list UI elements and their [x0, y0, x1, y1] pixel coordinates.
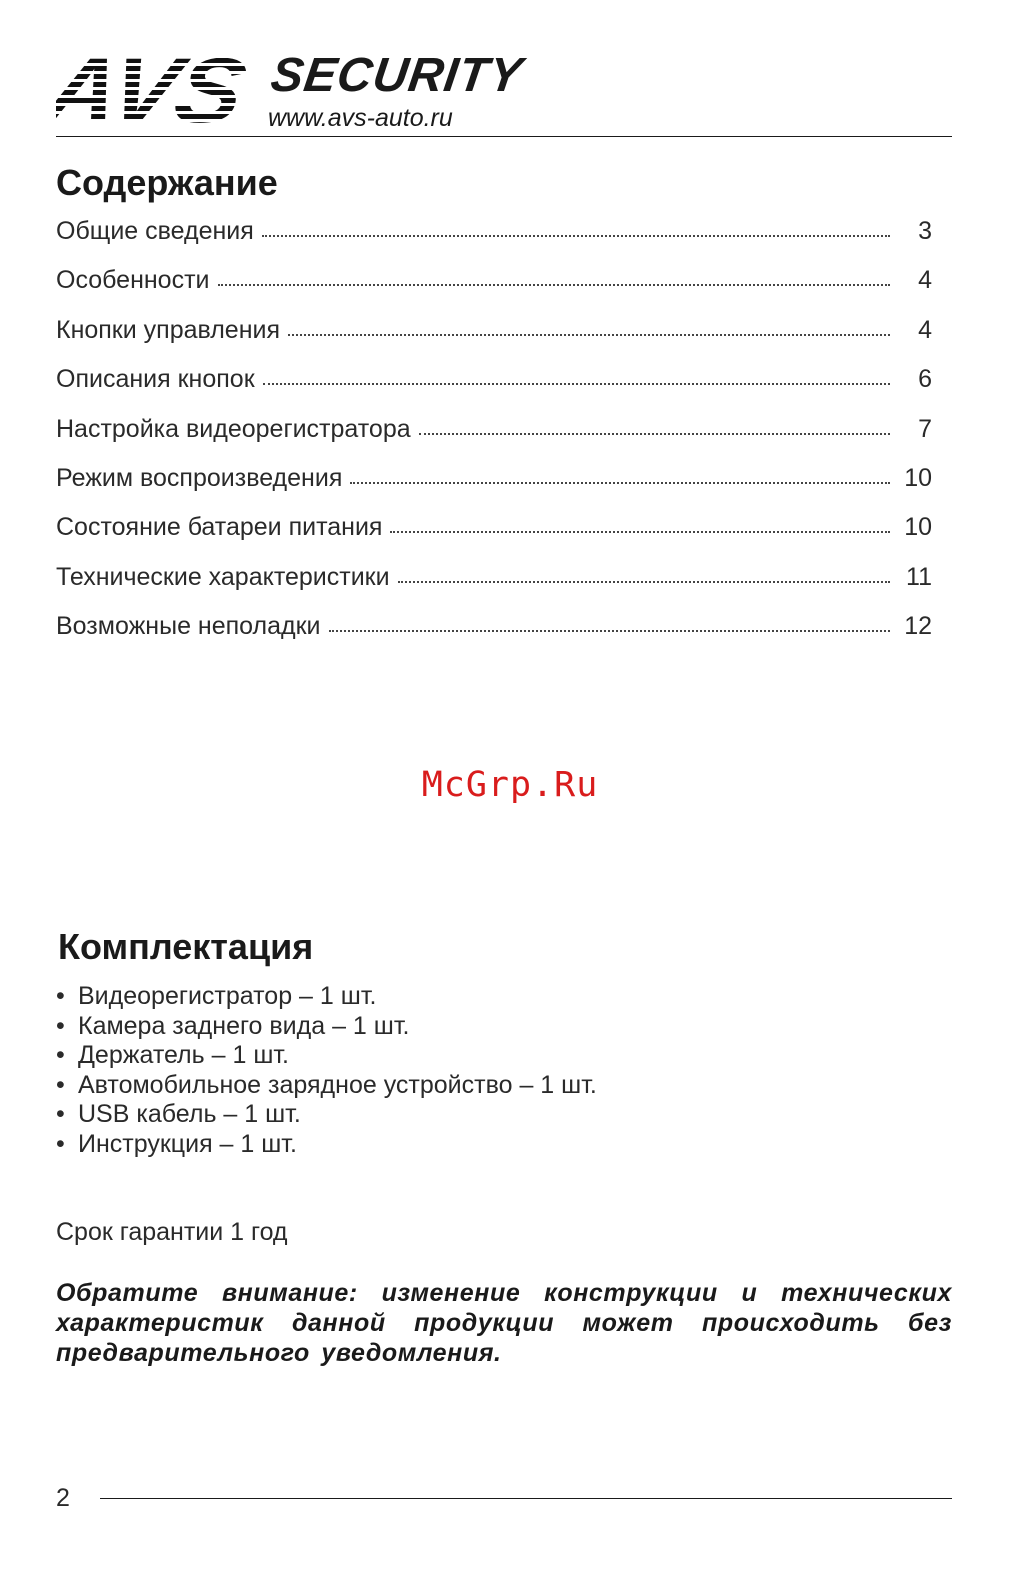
toc-item: [56, 612, 932, 661]
toc-leader-dots: [350, 481, 890, 484]
kit-item-text: Камера заднего вида – 1 шт.: [78, 1011, 410, 1040]
list-item: [56, 1100, 597, 1130]
toc-item-label: Кнопки управления: [56, 315, 281, 344]
toc-item-label: Возможные неполадки: [56, 612, 321, 641]
toc-title: Содержание: [56, 162, 278, 203]
bullet-icon: •: [56, 1070, 65, 1099]
toc-item-label: Описания кнопок: [56, 365, 255, 394]
footer-divider: [100, 1498, 952, 1499]
toc-item: [56, 464, 932, 513]
list-item: [56, 1012, 597, 1042]
toc-leader-dots: [398, 580, 890, 583]
brand-url: www.avs-auto.ru: [268, 104, 453, 132]
kit-item-text: Автомобильное зарядное устройство – 1 шт.: [78, 1070, 597, 1099]
notice-text: Обратите внимание: изменение конструкции и технических характеристик данной продукции может происходить без предварительного уведомления.: [56, 1279, 952, 1367]
list-item: [56, 1041, 597, 1071]
page-number: 2: [56, 1484, 70, 1512]
toc-item-page: 10: [904, 513, 932, 542]
toc-item-page: 12: [904, 612, 932, 641]
toc-item-page: 6: [918, 365, 932, 394]
toc-item-label: Общие сведения: [56, 217, 254, 245]
toc-item-page: 7: [918, 414, 932, 443]
toc-leader-dots: [288, 333, 890, 336]
toc-item-label: Настройка видеорегистратора: [56, 414, 411, 443]
header-divider: [56, 136, 952, 137]
toc-leader-dots: [419, 432, 890, 435]
toc-item-page: 4: [918, 315, 932, 344]
kit-list: [56, 982, 597, 1160]
toc-item-page: 10: [904, 463, 932, 492]
toc-item: [56, 513, 932, 562]
bullet-icon: •: [56, 1011, 65, 1040]
kit-item-text: Инструкция – 1 шт.: [78, 1129, 297, 1158]
toc-item-page: 3: [918, 217, 932, 245]
bullet-icon: •: [56, 1100, 65, 1129]
toc-item: [56, 316, 932, 365]
toc-item-label: Технические характеристики: [56, 562, 390, 591]
toc-item-page: 4: [918, 266, 932, 295]
kit-item-text: Держатель – 1 шт.: [78, 1041, 289, 1070]
toc-leader-dots: [390, 530, 890, 533]
bullet-icon: •: [56, 1041, 65, 1070]
bullet-icon: •: [56, 1129, 65, 1158]
table-of-contents: [56, 217, 932, 662]
page-header: [56, 50, 952, 140]
toc-item: [56, 415, 932, 464]
toc-item-label: Режим воспроизведения: [56, 463, 343, 492]
avs-logo: [56, 50, 256, 130]
toc-item: [56, 266, 932, 315]
watermark: McGrp.Ru: [421, 765, 599, 805]
kit-title: Комплектация: [58, 926, 314, 967]
bullet-icon: •: [56, 982, 65, 1010]
warranty-text: Срок гарантии 1 год: [56, 1218, 288, 1246]
toc-item-label: Состояние батареи питания: [56, 513, 383, 542]
toc-leader-dots: [329, 629, 890, 632]
toc-item: [56, 365, 932, 414]
kit-item-text: USB кабель – 1 шт.: [78, 1100, 301, 1129]
list-item: [56, 982, 597, 1012]
toc-item-label: Особенности: [56, 266, 210, 295]
toc-item: [56, 563, 932, 612]
brand-name: SECURITY: [267, 49, 526, 102]
list-item: [56, 1071, 597, 1101]
toc-item-page: 11: [906, 562, 932, 591]
toc-leader-dots: [218, 283, 890, 286]
kit-item-text: Видеорегистратор – 1 шт.: [78, 982, 377, 1010]
toc-item: [56, 217, 932, 266]
list-item: [56, 1130, 597, 1160]
toc-leader-dots: [262, 234, 890, 237]
toc-leader-dots: [263, 382, 890, 385]
